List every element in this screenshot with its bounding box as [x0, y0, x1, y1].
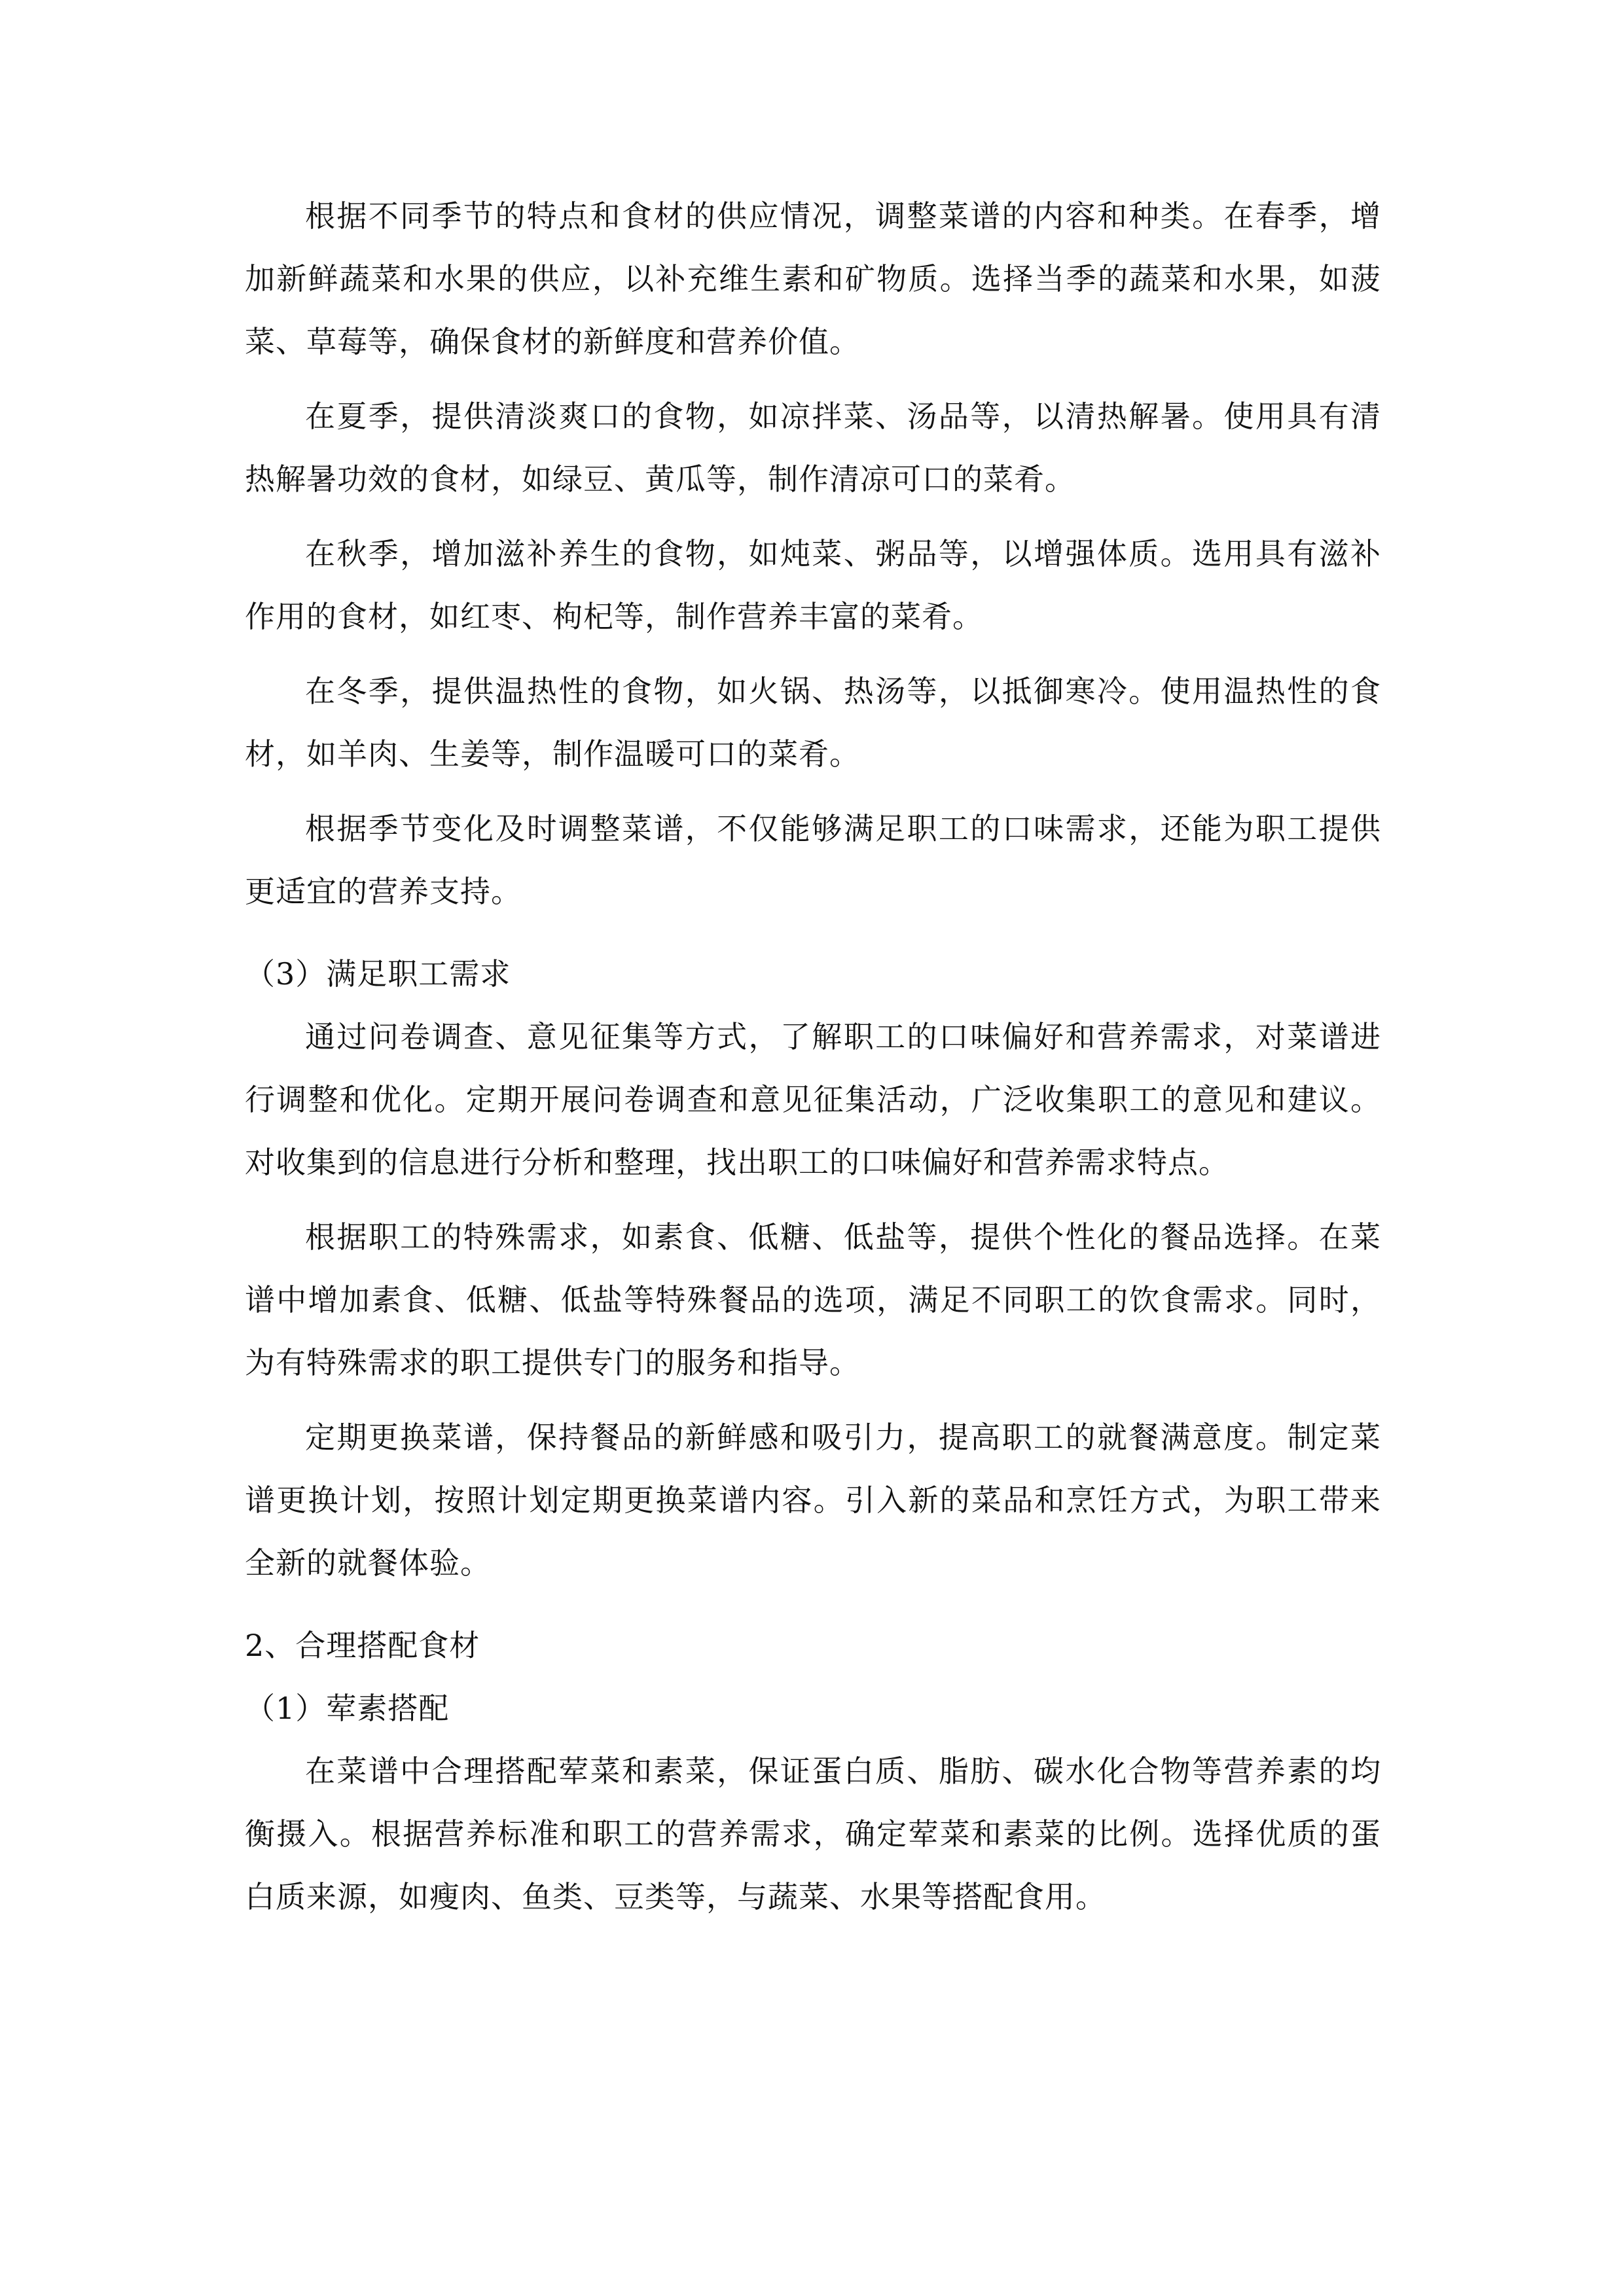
paragraph-special-needs: 根据职工的特殊需求，如素食、低糖、低盐等，提供个性化的餐品选择。在菜谱中增加素食、低糖、低盐等特殊餐品的选项，满足不同职工的饮食需求。同时，为有特殊需求的职工提供专门的服务和指导。: [245, 1219, 1381, 1380]
document-body: [245, 185, 1381, 1940]
heading-section-2: 2、合理搭配食材: [245, 1628, 480, 1663]
paragraph-seasonal-summary: 根据季节变化及时调整菜谱，不仅能够满足职工的口味需求，还能为职工提供更适宜的营养支持。: [245, 811, 1381, 909]
paragraph-seasonal-winter: 在冬季，提供温热性的食物，如火锅、热汤等，以抵御寒冷。使用温热性的食材，如羊肉、生姜等，制作温暖可口的菜肴。: [245, 673, 1381, 772]
paragraph-meat-veg-balance: 在菜谱中合理搭配荤菜和素菜，保证蛋白质、脂肪、碳水化合物等营养素的均衡摄入。根据营养标准和职工的营养需求，确定荤菜和素菜的比例。选择优质的蛋白质来源，如瘦肉、鱼类、豆类等，与蔬菜、水果等搭配食用。: [245, 1753, 1381, 1914]
paragraph-seasonal-autumn: 在秋季，增加滋补养生的食物，如炖菜、粥品等，以增强体质。选用具有滋补作用的食材，如红枣、枸杞等，制作营养丰富的菜肴。: [245, 536, 1381, 634]
paragraph-seasonal-spring: 根据不同季节的特点和食材的供应情况，调整菜谱的内容和种类。在春季，增加新鲜蔬菜和水果的供应，以补充维生素和矿物质。选择当季的蔬菜和水果，如菠菜、草莓等，确保食材的新鲜度和营养价值。: [245, 198, 1381, 359]
paragraph-survey: 通过问卷调查、意见征集等方式，了解职工的口味偏好和营养需求，对菜谱进行调整和优化。定期开展问卷调查和意见征集活动，广泛收集职工的意见和建议。对收集到的信息进行分析和整理，找出职工的口味偏好和营养需求特点。: [245, 1019, 1381, 1180]
heading-meet-needs: （3）满足职工需求: [245, 956, 511, 992]
heading-meat-veg: （1）荤素搭配: [245, 1691, 450, 1726]
paragraph-seasonal-summer: 在夏季，提供清淡爽口的食物，如凉拌菜、汤品等，以清热解暑。使用具有清热解暑功效的食材，如绿豆、黄瓜等，制作清凉可口的菜肴。: [245, 399, 1381, 497]
paragraph-menu-rotation: 定期更换菜谱，保持餐品的新鲜感和吸引力，提高职工的就餐满意度。制定菜谱更换计划，按照计划定期更换菜谱内容。引入新的菜品和烹饪方式，为职工带来全新的就餐体验。: [245, 1420, 1381, 1581]
